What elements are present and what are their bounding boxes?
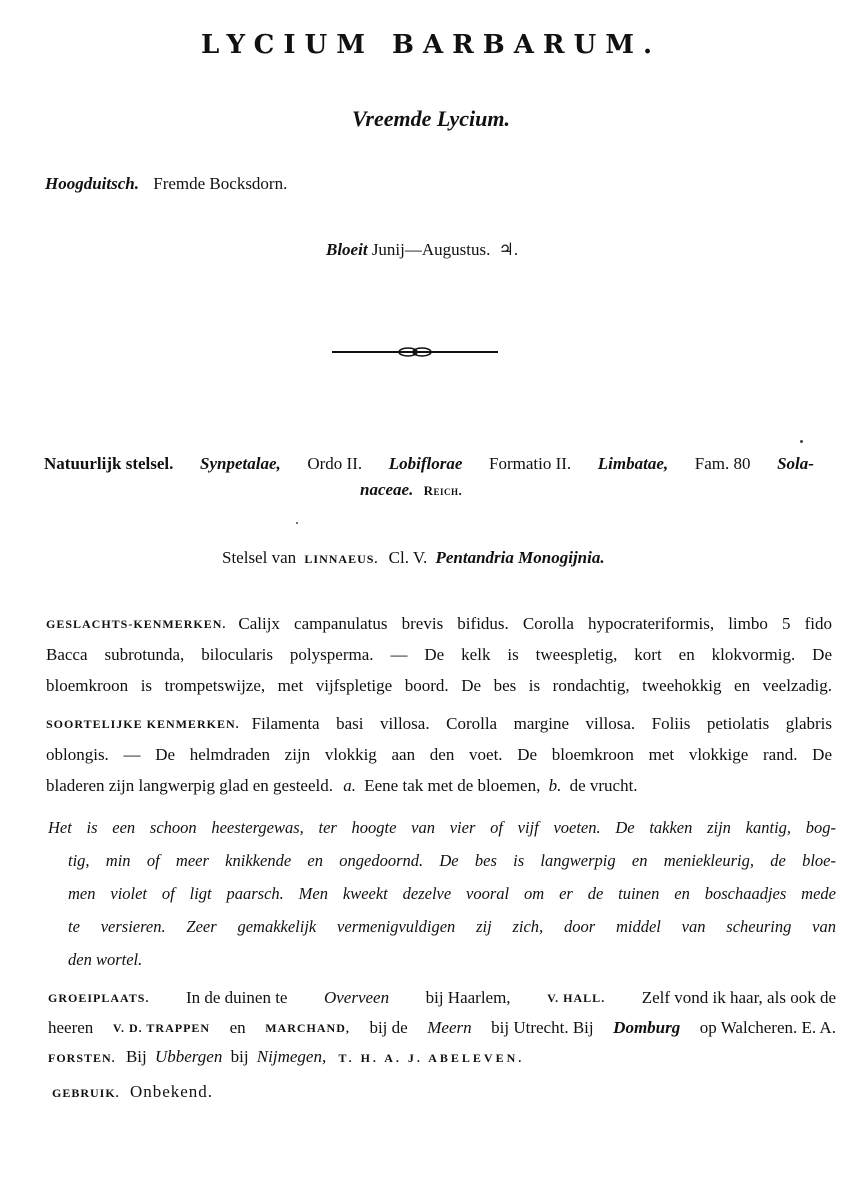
habitat-3b: Bij [125, 1047, 147, 1066]
habitat-marchand: MARCHAND, [265, 1021, 350, 1035]
species-line-1 [46, 714, 832, 734]
genus-text-2: Bacca subrotunda, bilocularis polysperma. — De kelk is tweespletig, kort en klokvormig. De [46, 645, 832, 664]
ordo: Ordo II. [307, 454, 363, 473]
habitat-2e: bij de [369, 1018, 408, 1037]
linnaeus-label: Stelsel van [222, 548, 297, 567]
species-fig-a: a. [343, 776, 356, 795]
print-speck [296, 522, 298, 524]
genus-label: GESLACHTS-KENMERKEN. [46, 617, 227, 631]
genus-text-3: bloemkroon is trompetswijze, met vijfspletige boord. De bes is rondachtig, tweehokkig en veelzadig. [46, 676, 832, 695]
use-value: Onbekend. [129, 1082, 214, 1101]
habitat-1e: Zelf vond ik haar, als ook de [641, 988, 836, 1007]
description-line-1: Het is een schoon heestergewas, ter hoogte van vier of vijf voeten. De takken zijn kantig, bog- [48, 818, 836, 837]
species-label: SOORTELIJKE KENMERKEN. [46, 717, 240, 731]
dutch-name: Vreemde Lycium. [351, 106, 511, 131]
habitat-hall: V. HALL. [547, 991, 606, 1005]
habitat-overveen: Overveen [323, 988, 390, 1007]
genus-line-1 [46, 614, 832, 634]
genus-text-1: Calijx campanulatus brevis bifidus. Corolla hypocrateriformis, limbo 5 fido [238, 614, 832, 633]
habitat-3d: bij [230, 1047, 249, 1066]
page-title: LYCIUM BARBARUM. [200, 30, 662, 60]
habitat-1c: bij Haarlem, [425, 988, 511, 1007]
print-speck [800, 440, 803, 443]
species-line-3 [46, 776, 638, 796]
habitat-domburg: Domburg [613, 1018, 681, 1037]
habitat-2g: bij Utrecht. Bij [491, 1018, 594, 1037]
flowering-value: Junij—Augustus. [371, 240, 491, 259]
flowering-line [326, 240, 518, 260]
use-line [52, 1082, 213, 1102]
species-text-1: Filamenta basi villosa. Corolla margine villosa. Foliis petiolatis glabris [251, 714, 832, 733]
habitat-line-3 [48, 1047, 524, 1067]
habitat-forsten: FORSTEN. [48, 1051, 116, 1065]
species-text-3c: Eene tak met de bloemen, [364, 776, 541, 795]
description-line-4: te versieren. Zeer gemakkelijk vermenigvuldigen zij zich, door middel van scheuring van [68, 917, 836, 936]
natural-system-line-2 [360, 480, 462, 500]
formatio: Formatio II. [489, 454, 572, 473]
species-text-3a: bladeren zijn langwerpig glad en gesteeld. [46, 776, 333, 795]
habitat-nijmegen: Nijmegen, [256, 1047, 327, 1066]
natural-system-label: Natuurlijk stelsel. [44, 454, 174, 473]
linnaeus-class-name: Pentandria Monogijnia. [435, 548, 605, 567]
linnaeus-line [222, 548, 605, 568]
lobiflorae: Lobiflorae [388, 454, 463, 473]
natural-system-line-1 [44, 454, 814, 474]
description-line-3: men violet of ligt paarsch. Men kweekt dezelve vooral om er de tuinen en boschaadjes mede [68, 884, 836, 903]
habitat-meern: Meern [427, 1018, 472, 1037]
habitat-2c: en [229, 1018, 246, 1037]
species-text-3e: de vrucht. [569, 776, 638, 795]
habitat-1a: In de duinen te [185, 988, 288, 1007]
german-name-value: Fremde Bocksdorn. [153, 174, 288, 193]
habitat-line-2 [48, 1018, 836, 1038]
habitat-trappen: V. D. TRAPPEN [112, 1021, 211, 1035]
use-label: GEBRUIK. [52, 1086, 120, 1100]
limbatae: Limbatae, [597, 454, 669, 473]
linnaeus-name: LINNAEUS. [304, 552, 379, 566]
habitat-2i: op Walcheren. E. A. [699, 1018, 836, 1037]
reich: Reich. [423, 483, 463, 498]
ornament-divider-icon [330, 340, 500, 364]
habitat-2a: heeren [48, 1018, 94, 1037]
habitat-label: GROEIPLAATS. [48, 991, 150, 1005]
habitat-ubbergen: Ubbergen [154, 1047, 223, 1066]
german-name-line [45, 174, 287, 194]
german-name-label: Hoogduitsch. [45, 174, 139, 193]
linnaeus-class: Cl. V. [388, 548, 428, 567]
synpetalae: Synpetalae, [200, 454, 281, 473]
flowering-label: Bloeit [326, 240, 368, 259]
naceae: naceae. [360, 480, 414, 499]
description-line-5: den wortel. [68, 950, 143, 969]
fam: Fam. 80 [694, 454, 751, 473]
sola: Sola- [777, 454, 814, 473]
perennial-symbol: ♃. [498, 240, 519, 259]
description-line-2: tig, min of meer knikkende en ongedoornd. De bes is langwerpig en meniekleurig, de bloe- [68, 851, 836, 870]
species-text-2: oblongis. — De helmdraden zijn vlokkig aan den voet. De bloemkroon met vlokkige rand. De [46, 745, 832, 764]
habitat-abeleven: T. H. A. J. ABELEVEN. [338, 1051, 525, 1065]
species-fig-b: b. [548, 776, 562, 795]
habitat-line-1 [48, 988, 836, 1008]
